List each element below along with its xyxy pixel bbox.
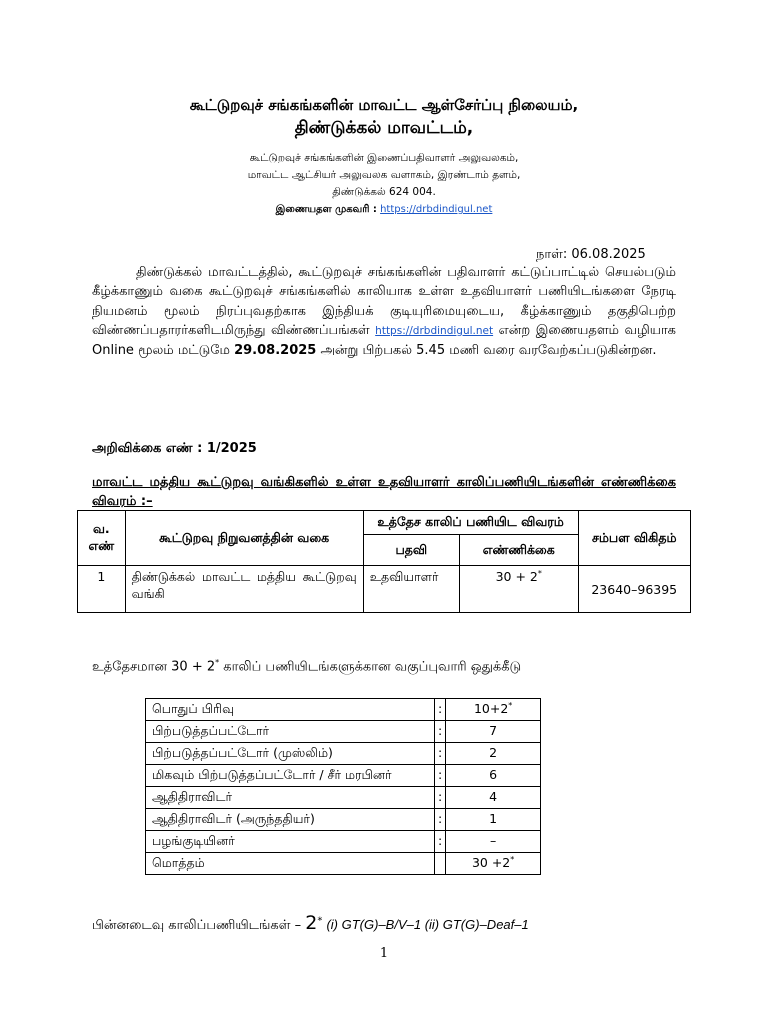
reservation-category: பழங்குடியினர்	[146, 831, 435, 853]
reservation-count	[446, 787, 541, 809]
vacancy-table-heading: மாவட்ட மத்திய கூட்டுறவு வங்கிகளில் உள்ள உதவியாளர் காலிப்பணியிடங்களின் எண்ணிக்கை விவரம் :–	[92, 475, 676, 509]
notice-date: நாள்: 06.08.2025	[536, 247, 646, 262]
table-row	[146, 743, 541, 765]
col-post-header: பதவி	[363, 535, 459, 566]
backlog-detail: (i) GT(G)–B/V–1 (ii) GT(G)–Deaf–1	[326, 917, 529, 932]
intro-part-1: திண்டுக்கல் மாவட்டத்தில், கூட்டுறவுச் சங்கங்களின் பதிவாளர் கட்டுப்பாட்டில் செயல்படும் கீழ்க்காணும் வகை கூட்டுறவுச் சங்கங்களில் காலியாக உள்ள உதவியாளர் பணியிடங்களை நேரடி நியமனம் மூலம் நிரப்புவதற்காக இந்தியக் குடியுரிமையுடைய, கீழ்க்காணும் தகுதிபெற்ற விண்ணப்பதாரர்களிடமிருந்து விண்ணப்பங்கள்	[92, 265, 676, 338]
reservation-count	[446, 809, 541, 831]
table-row	[146, 765, 541, 787]
table-row	[146, 699, 541, 721]
reservation-count-sup: *	[508, 701, 513, 710]
reservation-count-value: –	[489, 833, 497, 849]
reservation-category: பிற்படுத்தப்பட்டோர் (முஸ்லிம்)	[146, 743, 435, 765]
address-line-3: திண்டுக்கல் 624 004.	[332, 186, 436, 198]
reservation-count-value: 4	[489, 789, 498, 805]
address-line-2: மாவட்ட ஆட்சியர் அலுவலக வளாகம், இரண்டாம் தளம்,	[247, 169, 521, 181]
reservation-total-separator	[435, 853, 446, 875]
reservation-intro	[92, 658, 521, 675]
backlog-line	[92, 912, 529, 934]
reservation-intro-sup: *	[215, 658, 220, 667]
reservation-category: ஆதிதிராவிடர் (அருந்ததியர்)	[146, 809, 435, 831]
col-org-header: கூட்டுறவு நிறுவனத்தின் வகை	[125, 511, 363, 566]
vacancy-table	[77, 510, 691, 613]
reservation-separator: :	[435, 721, 446, 743]
table-row	[146, 787, 541, 809]
table-row	[146, 721, 541, 743]
website-line	[0, 204, 768, 216]
backlog-sup: *	[317, 915, 323, 927]
row-salary: 23640–96395	[578, 566, 691, 613]
reservation-total-sup: *	[510, 855, 515, 864]
table-row	[78, 566, 691, 613]
reservation-category: மிகவும் பிற்படுத்தப்பட்டோர் / சீர் மரபினர்	[146, 765, 435, 787]
reservation-separator: :	[435, 809, 446, 831]
row-post: உதவியாளர்	[363, 566, 459, 613]
backlog-label: பின்னடைவு காலிப்பணியிடங்கள் –	[92, 918, 302, 933]
col-salary-header: சம்பள விகிதம்	[578, 511, 691, 566]
reservation-separator: :	[435, 831, 446, 853]
reservation-count	[446, 765, 541, 787]
website-link[interactable]: https://drbdindigul.net	[380, 204, 493, 215]
reservation-count-value: 10+2	[473, 701, 509, 717]
office-title: கூட்டுறவுச் சங்கங்களின் மாவட்ட ஆள்சேர்ப்பு நிலையம்,	[189, 96, 579, 114]
district-title: திண்டுக்கல் மாவட்டம்,	[294, 118, 474, 138]
reservation-separator: :	[435, 699, 446, 721]
reservation-count-value: 2	[489, 745, 498, 761]
reservation-total-row	[146, 853, 541, 875]
address-line-1: கூட்டுறவுச் சங்கங்களின் இணைப்பதிவாளர் அலுவலகம்,	[249, 152, 519, 164]
row-sno: 1	[78, 566, 126, 613]
apply-link[interactable]: https://drbdindigul.net	[375, 324, 494, 337]
notice-number: அறிவிக்கை எண் : 1/2025	[92, 441, 257, 456]
row-count-sup: *	[537, 569, 542, 578]
reservation-category: பொதுப் பிரிவு	[146, 699, 435, 721]
col-sno-header: வ. எண்	[78, 511, 126, 566]
reservation-count-value: 7	[489, 723, 498, 739]
reservation-total-count	[446, 853, 541, 875]
intro-part-3: அன்று பிற்பகல் 5.45 மணி வரை வரவேற்கப்படுகின்றன.	[320, 343, 657, 359]
reservation-count	[446, 721, 541, 743]
reservation-count	[446, 699, 541, 721]
reservation-total-value: 30 +2	[471, 855, 511, 871]
reservation-intro-after: காலிப் பணியிடங்களுக்கான வகுப்புவாரி ஒதுக்கீடு	[219, 659, 522, 675]
row-count	[459, 566, 578, 613]
reservation-count	[446, 743, 541, 765]
intro-part-2: என்ற இணையதளம் வழியாக Online மூலம் மட்டுமே	[92, 322, 677, 359]
reservation-count-value: 6	[489, 767, 498, 783]
backlog-num: 2	[305, 912, 318, 934]
row-count-value: 30 + 2	[495, 569, 538, 585]
page-number: 1	[379, 946, 389, 961]
table-row	[146, 809, 541, 831]
intro-paragraph	[92, 263, 676, 360]
website-label: இணையதள முகவரி :	[275, 204, 377, 215]
col-count-header: எண்ணிக்கை	[459, 535, 578, 566]
row-org: திண்டுக்கல் மாவட்ட மத்திய கூட்டுறவு வங்கி	[125, 566, 363, 613]
reservation-intro-before: உத்தேசமான 30 + 2	[92, 659, 216, 675]
deadline-date: 29.08.2025	[234, 343, 317, 359]
reservation-table	[145, 698, 541, 875]
reservation-count	[446, 831, 541, 853]
table-row	[146, 831, 541, 853]
reservation-total-label: மொத்தம்	[146, 853, 435, 875]
reservation-category: ஆதிதிராவிடர்	[146, 787, 435, 809]
col-vacancy-header: உத்தேச காலிப் பணியிட விவரம்	[363, 511, 578, 535]
reservation-separator: :	[435, 787, 446, 809]
reservation-category: பிற்படுத்தப்பட்டோர்	[146, 721, 435, 743]
reservation-count-value: 1	[489, 811, 498, 827]
reservation-separator: :	[435, 743, 446, 765]
reservation-separator: :	[435, 765, 446, 787]
